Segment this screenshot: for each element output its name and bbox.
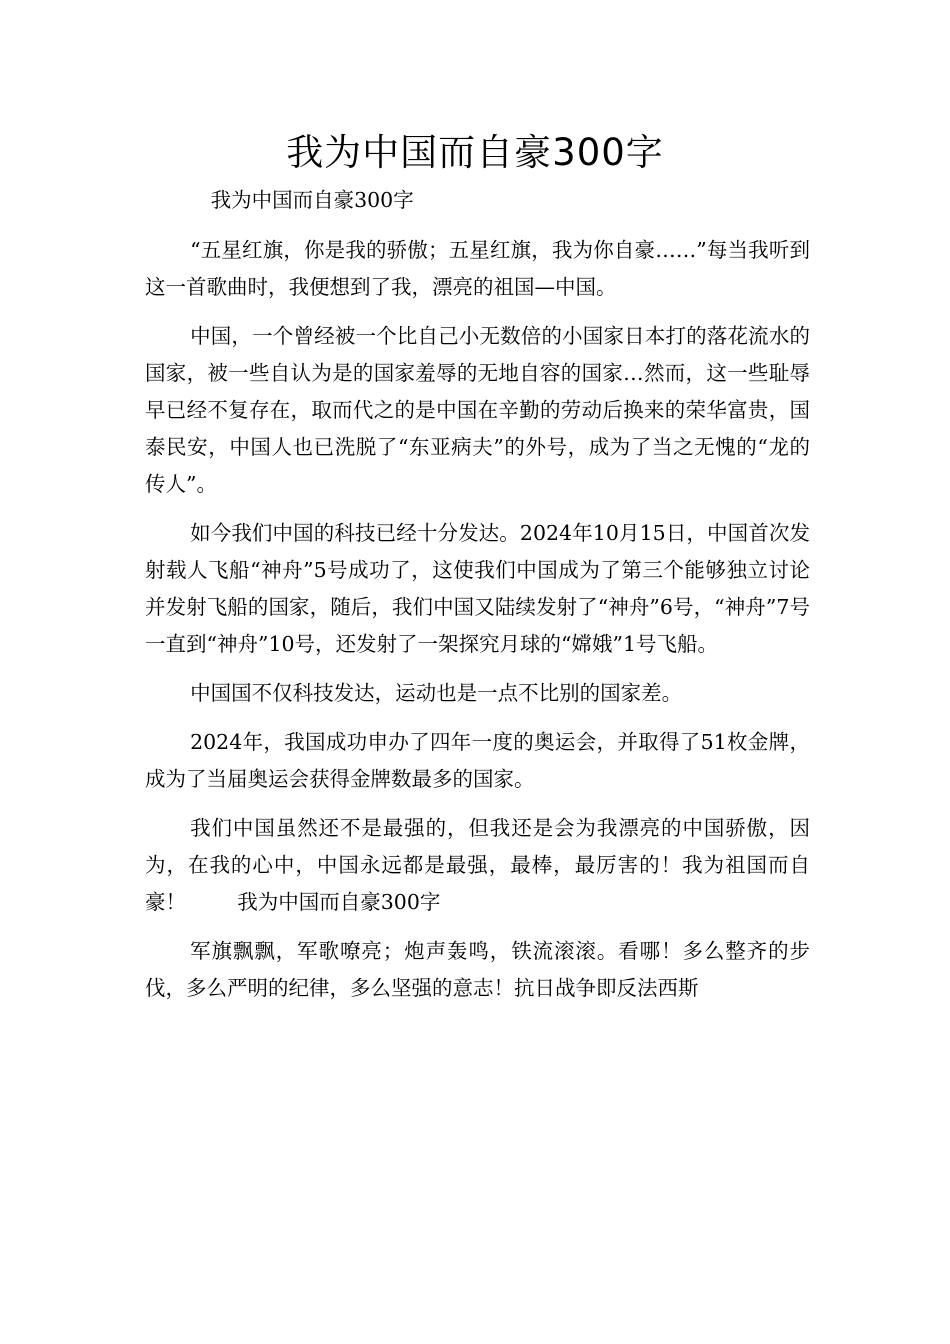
paragraph-1: “五星红旗，你是我的骄傲；五星红旗，我为你自豪……”每当我听到这一首歌曲时，我便想到了我，漂亮的祖国—中国。 bbox=[145, 238, 810, 299]
document-body bbox=[145, 182, 810, 1019]
document-subtitle: 我为中国而自豪300字 bbox=[210, 188, 414, 212]
paragraph-5: 2024年，我国成功申办了四年一度的奥运会，并取得了51枚金牌，成为了当届奥运会获得金牌数最多的国家。 bbox=[145, 730, 810, 791]
paragraph-7: 军旗飘飘，军歌嘹亮；炮声轰鸣，铁流滚滚。看哪！多么整齐的步伐，多么严明的纪律，多么坚强的意志！抗日战争即反法西斯 bbox=[145, 939, 810, 1000]
paragraph-3: 如今我们中国的科技已经十分发达。2024年10月15日，中国首次发射载人飞船“神舟”5号成功了，这使我们中国成为了第三个能够独立讨论并发射飞船的国家，随后，我们中国又陆续发射了“神舟”6号，“神舟”7号一直到“神舟”10号，还发射了一架探究月球的“嫦娥”1号飞船。 bbox=[145, 521, 810, 656]
paragraph-6 bbox=[145, 810, 810, 921]
paragraph-2: 中国，一个曾经被一个比自己小无数倍的小国家日本打的落花流水的国家，被一些自认为是的国家羞辱的无地自容的国家…然而，这一些耻辱早已经不复存在，取而代之的是中国在辛勤的劳动后换来的荣华富贵，国泰民安，中国人也已洗脱了“东亚病夫”的外号，成为了当之无愧的“龙的传人”。 bbox=[145, 324, 810, 496]
document-title: 我为中国而自豪300字 bbox=[286, 131, 664, 174]
paragraph-6-text: 我们中国虽然还不是最强的，但我还是会为我漂亮的中国骄傲，因为，在我的心中，中国永远都是最强，最棒，最厉害的！我为祖国而自豪！ bbox=[145, 816, 810, 914]
paragraph-4: 中国国不仅科技发达，运动也是一点不比别的国家差。 bbox=[190, 681, 683, 705]
inline-section-title: 我为中国而自豪300字 bbox=[237, 890, 441, 914]
